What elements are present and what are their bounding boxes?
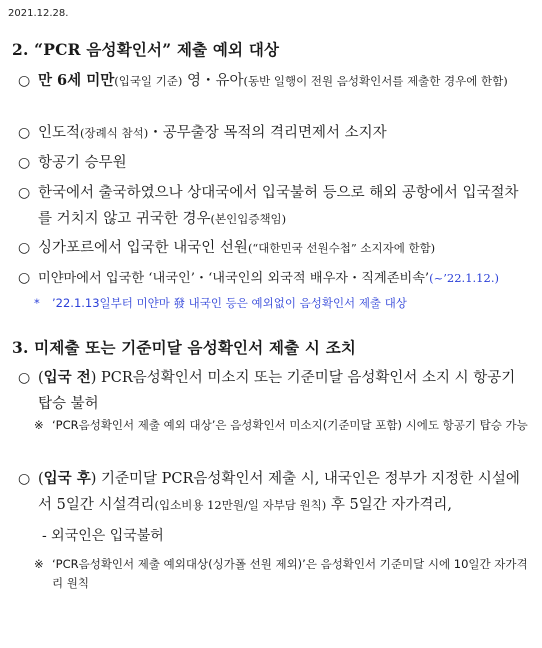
list-item-denied-entry: ○ 한국에서 출국하였으나 상대국에서 입국불허 등으로 해외 공항에서 입국절차를 거치지 않고 귀국한 경우(본인입증책임) — [18, 180, 530, 232]
list-item-after-entry: ○ (입국 후) 기준미달 PCR음성확인서 제출 시, 내국인은 정부가 지정한 시설에서 5일간 시설격리(입소비용 12만원/일 자부담 원칙) 후 5일간 자가격리, — [18, 466, 530, 518]
bullet-icon: ○ — [18, 471, 31, 487]
bullet-icon: ○ — [18, 73, 31, 89]
list-item-humanitarian: ○ 인도적(장례식 참석)・공무출장 목적의 격리면제서 소지자 — [18, 120, 530, 146]
myanmar-note: * ’22.1.13일부터 미얀마 發 내국인 등은 예외없이 음성확인서 제출 대상 — [34, 296, 407, 310]
list-item-under-6: ○ 만 6세 미만(입국일 기준) 영・유아(동반 일행이 전원 음성확인서를 제출한 경우에 한함) — [18, 68, 530, 94]
section-2-title: 2. “PCR 음성확인서” 제출 예외 대상 — [12, 40, 280, 59]
list-item-singapore-seafarer: ○ 싱가포르에서 입국한 내국인 선원(“대한민국 선원수첩” 소지자에 한함) — [18, 235, 530, 261]
bullet-icon: ○ — [18, 270, 31, 286]
bullet-icon: ○ — [18, 125, 31, 141]
before-entry-note: ※ ‘PCR음성확인서 제출 예외 대상’은 음성확인서 미소지(기준미달 포함) 시에도 항공기 탑승 가능 — [34, 418, 528, 432]
bullet-icon: ○ — [18, 240, 31, 256]
foreigner-denied-entry: - 외국인은 입국불허 — [42, 528, 164, 544]
list-item-crew: ○ 항공기 승무원 — [18, 150, 530, 176]
list-item-before-entry: ○ (입국 전) PCR음성확인서 미소지 또는 기준미달 음성확인서 소지 시 항공기 탑승 불허 — [18, 365, 530, 417]
bullet-icon: ○ — [18, 185, 31, 201]
list-item-myanmar: ○ 미얀마에서 입국한 ‘내국인’・‘내국인의 외국적 배우자・직계존비속’(~’22.1.12.) — [18, 265, 530, 292]
section-3-title: 3. 미제출 또는 기준미달 음성확인서 제출 시 조치 — [12, 338, 357, 357]
document-date: 2021.12.28. — [8, 8, 69, 19]
bullet-icon: ○ — [18, 155, 31, 171]
bullet-icon: ○ — [18, 370, 31, 386]
after-entry-note: ※ ‘PCR음성확인서 제출 예외대상(싱가폴 선원 제외)’은 음성확인서 기준미달 시에 10일간 자가격리 원칙 — [34, 557, 528, 590]
